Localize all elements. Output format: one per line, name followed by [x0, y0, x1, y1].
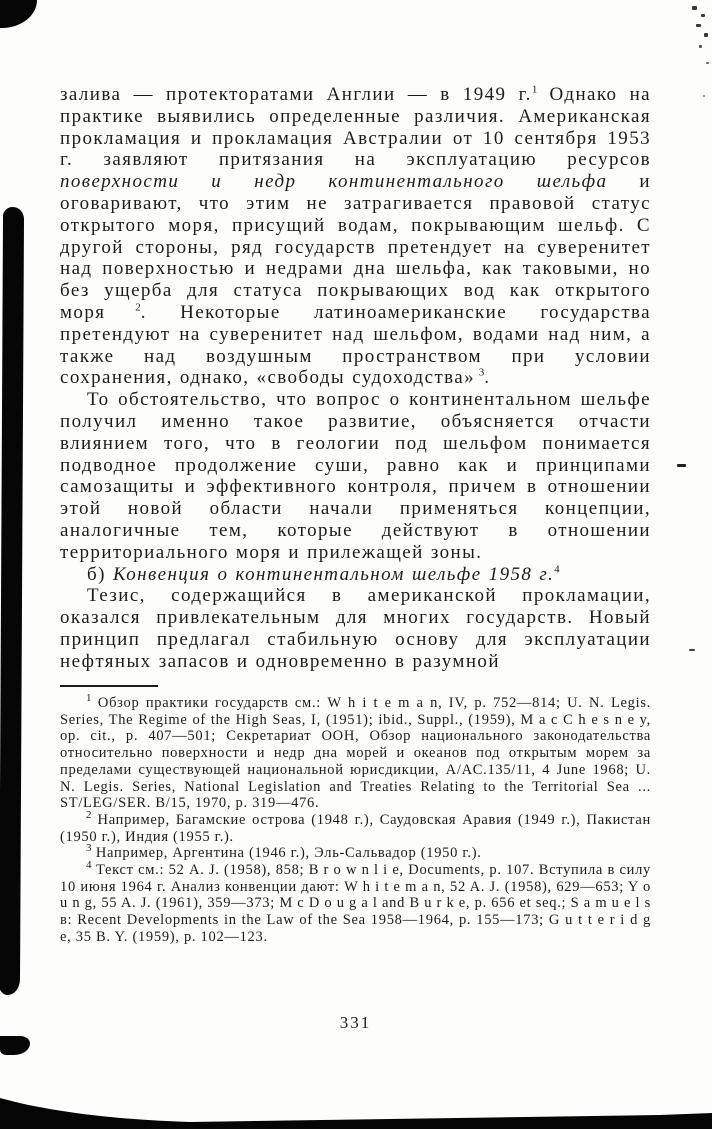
- body-paragraph: [60, 389, 651, 563]
- scan-noise-speck: [692, 6, 697, 10]
- footnote-ref: 3: [86, 842, 92, 855]
- scan-artifact-left-binding-tail: [0, 1036, 30, 1055]
- text-segment: То обстоятельство, что вопрос о континентальном шельфе получил именно такое развитие, объясняется отчасти влиянием того, что в геологии под шельфом понимается подводное продолжение суши, равно как и принципами самозащиты и эффективного контроля, причем в отношении этой новой области начали применяться концепции, аналогичные тем, которые действуют в отношении территориального моря и прилежащей зоны.: [60, 389, 651, 563]
- scan-noise-speck: [704, 33, 708, 37]
- footnote-item: [60, 859, 651, 946]
- text-segment: Например, Аргентина (1946 г.), Эль-Сальвадор (1950 г.).: [91, 845, 482, 862]
- footnote-ref: 3: [475, 367, 485, 380]
- text-segment: Например, Багамские острова (1948 г.), Саудовская Аравия (1949 г.), Пакистан (1950 г.), Индия (1955 г.).: [60, 811, 651, 845]
- body-paragraph: [60, 564, 651, 586]
- footnote-ref: 4: [554, 563, 560, 576]
- italic-text: поверхности и недр континентального шельфа: [60, 171, 608, 193]
- footnote-ref: 4: [86, 859, 92, 872]
- footnote-ref: 1: [531, 83, 538, 96]
- scan-noise-speck: [701, 14, 705, 17]
- scan-noise-speck: [677, 464, 686, 467]
- text-segment: .: [484, 367, 491, 389]
- text-segment: Обзор практики государств см.: W h i t e m a n, IV, p. 752—814; U. N. Legis. Series, The Regime of the High Seas, I, (1951); ibid., Suppl., (1959), M a c C h e s n e y, op. cit., p. 407—501; Секретариат ООН, Обзор национального законодательства относительно поверхности и недр дна морей и океанов под открытым морем за пределами существующей национальной юрисдикции, A/AC.135/11, 4 June 1968; U. N. Legis. Series, National Legislation and Treaties Relating to the Territorial Sea ... ST/LEG/SER. B/15, 1970, p. 319—476.: [60, 695, 651, 812]
- text-segment: . Некоторые латиноамериканские государства претендуют на суверенитет над шельфом, водами над ним, а также над воздушным пространством при условии сохранения, однако, «свободы судоходства»: [60, 301, 652, 389]
- footnotes: [60, 692, 651, 946]
- body-paragraph: [60, 585, 651, 672]
- text-segment: Тезис, содержащийся в американской прокламации, оказался привлекательным для многих государств. Новый принцип предлагал стабильную основу для эксплуатации нефтяных запасов и одновременно в разумной: [60, 585, 651, 672]
- scan-artifact-left-binding-shadow: [0, 207, 24, 995]
- text-segment: залива — протекторатами Англии — в 1949 г.: [60, 84, 532, 105]
- italic-text: Конвенция о континентальном шельфе 1958 г.: [112, 563, 555, 585]
- text-segment: б): [87, 563, 113, 585]
- footnote-ref: 2: [86, 809, 92, 822]
- scan-artifact-bottom-page-edge: [0, 1084, 712, 1129]
- text-segment: Текст см.: 52 A. J. (1958), 858; B r o w n l i e, Documents, p. 107. Вступила в силу 10 июня 1964 г. Анализ конвенции дают: W h i t e m a n, 52 A. J. (1958), 629—653; Y o u n g, 55 A. J. (1961), 359—373; M c D o u g a l and B u r k e, p. 656 et seq.; S a m u e l s в: Recent Developments in the Law of the Sea 1958—1964, p. 155—173; G u t t e r i d g e, 35 B. Y. (1959), p. 102—123.: [60, 862, 651, 945]
- page-number: 331: [339, 1013, 372, 1032]
- footnote-ref: 2: [105, 301, 141, 314]
- body-paragraph: [60, 84, 651, 389]
- scan-noise-speck: [689, 649, 695, 651]
- text-segment: Однако на практике выявились определенные различия. Американская прокламация и прокламация Австралии от 10 сентября 1953 г. заявляют притязания на эксплуатацию ресурсов: [60, 84, 652, 171]
- scan-noise-speck: [696, 24, 701, 27]
- text-segment: и оговаривают, что этим не затрагивается правовой статус открытого моря, присущий водам, покрывающим шельф. С другой стороны, ряд государств претендует на суверенитет над поверхностью и недрами дна шельфа, как таковыми, но без ущерба для статуса покрывающих вод как открытого моря: [60, 171, 652, 323]
- scan-noise-speck: [703, 95, 705, 97]
- text-block: [60, 84, 651, 1084]
- scan-noise-speck: [706, 62, 709, 64]
- scan-artifact-top-left-corner: [0, 0, 37, 28]
- body-text: [60, 84, 651, 673]
- footnote-separator-rule: [60, 685, 158, 687]
- footnote-ref: 1: [86, 692, 92, 705]
- footnote-item: [60, 809, 651, 845]
- footnote-item: [60, 692, 651, 812]
- scan-noise-speck: [699, 45, 702, 48]
- footnote-item: [60, 842, 651, 862]
